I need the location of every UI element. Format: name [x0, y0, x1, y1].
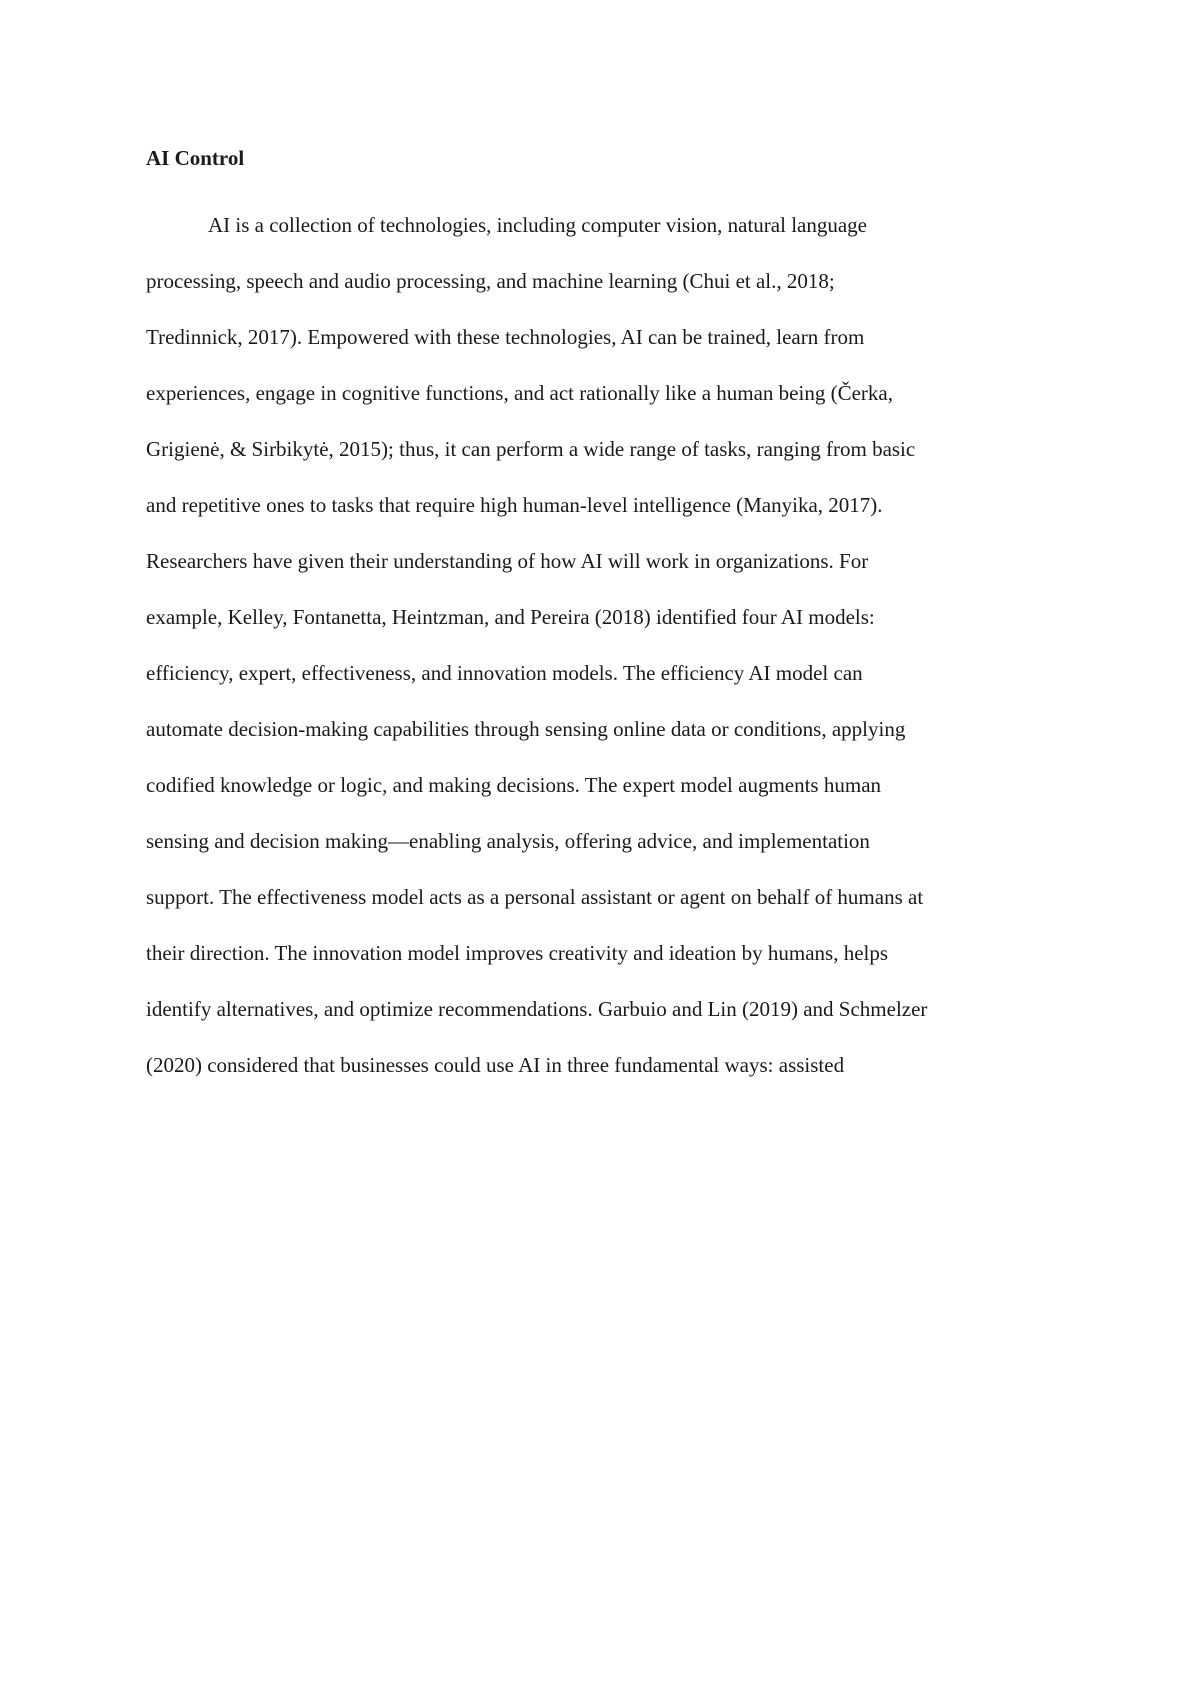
- paragraph-line: processing, speech and audio processing, and machine learning (Chui et al., 2018;: [146, 269, 835, 293]
- paragraph-line: example, Kelley, Fontanetta, Heintzman, and Pereira (2018) identified four AI models:: [146, 605, 875, 629]
- paragraph-line: Grigienė, & Sirbikytė, 2015); thus, it can perform a wide range of tasks, ranging from basic: [146, 437, 916, 461]
- paragraph-line: Tredinnick, 2017). Empowered with these technologies, AI can be trained, learn from: [146, 325, 865, 349]
- paragraph-line: codified knowledge or logic, and making decisions. The expert model augments human: [146, 773, 882, 797]
- paragraph-line: AI is a collection of technologies, including computer vision, natural language: [208, 213, 867, 237]
- paragraph-line: their direction. The innovation model improves creativity and ideation by humans, helps: [146, 941, 889, 965]
- body-paragraph: [146, 197, 1086, 1093]
- paragraph-line: automate decision-making capabilities through sensing online data or conditions, applying: [146, 717, 906, 741]
- paragraph-line: Researchers have given their understanding of how AI will work in organizations. For: [146, 549, 869, 573]
- section-heading: AI Control: [146, 146, 245, 170]
- paragraph-line: efficiency, expert, effectiveness, and innovation models. The efficiency AI model can: [146, 661, 863, 685]
- paragraph-line: experiences, engage in cognitive functions, and act rationally like a human being (Čerka,: [146, 381, 893, 405]
- paragraph-line: support. The effectiveness model acts as a personal assistant or agent on behalf of humans at: [146, 885, 924, 909]
- paragraph-line: and repetitive ones to tasks that require high human-level intelligence (Manyika, 2017).: [146, 493, 883, 517]
- paragraph-line: (2020) considered that businesses could use AI in three fundamental ways: assisted: [146, 1053, 845, 1077]
- paragraph-line: identify alternatives, and optimize recommendations. Garbuio and Lin (2019) and Schmelzer: [146, 997, 928, 1021]
- paragraph-line: sensing and decision making—enabling analysis, offering advice, and implementation: [146, 829, 870, 853]
